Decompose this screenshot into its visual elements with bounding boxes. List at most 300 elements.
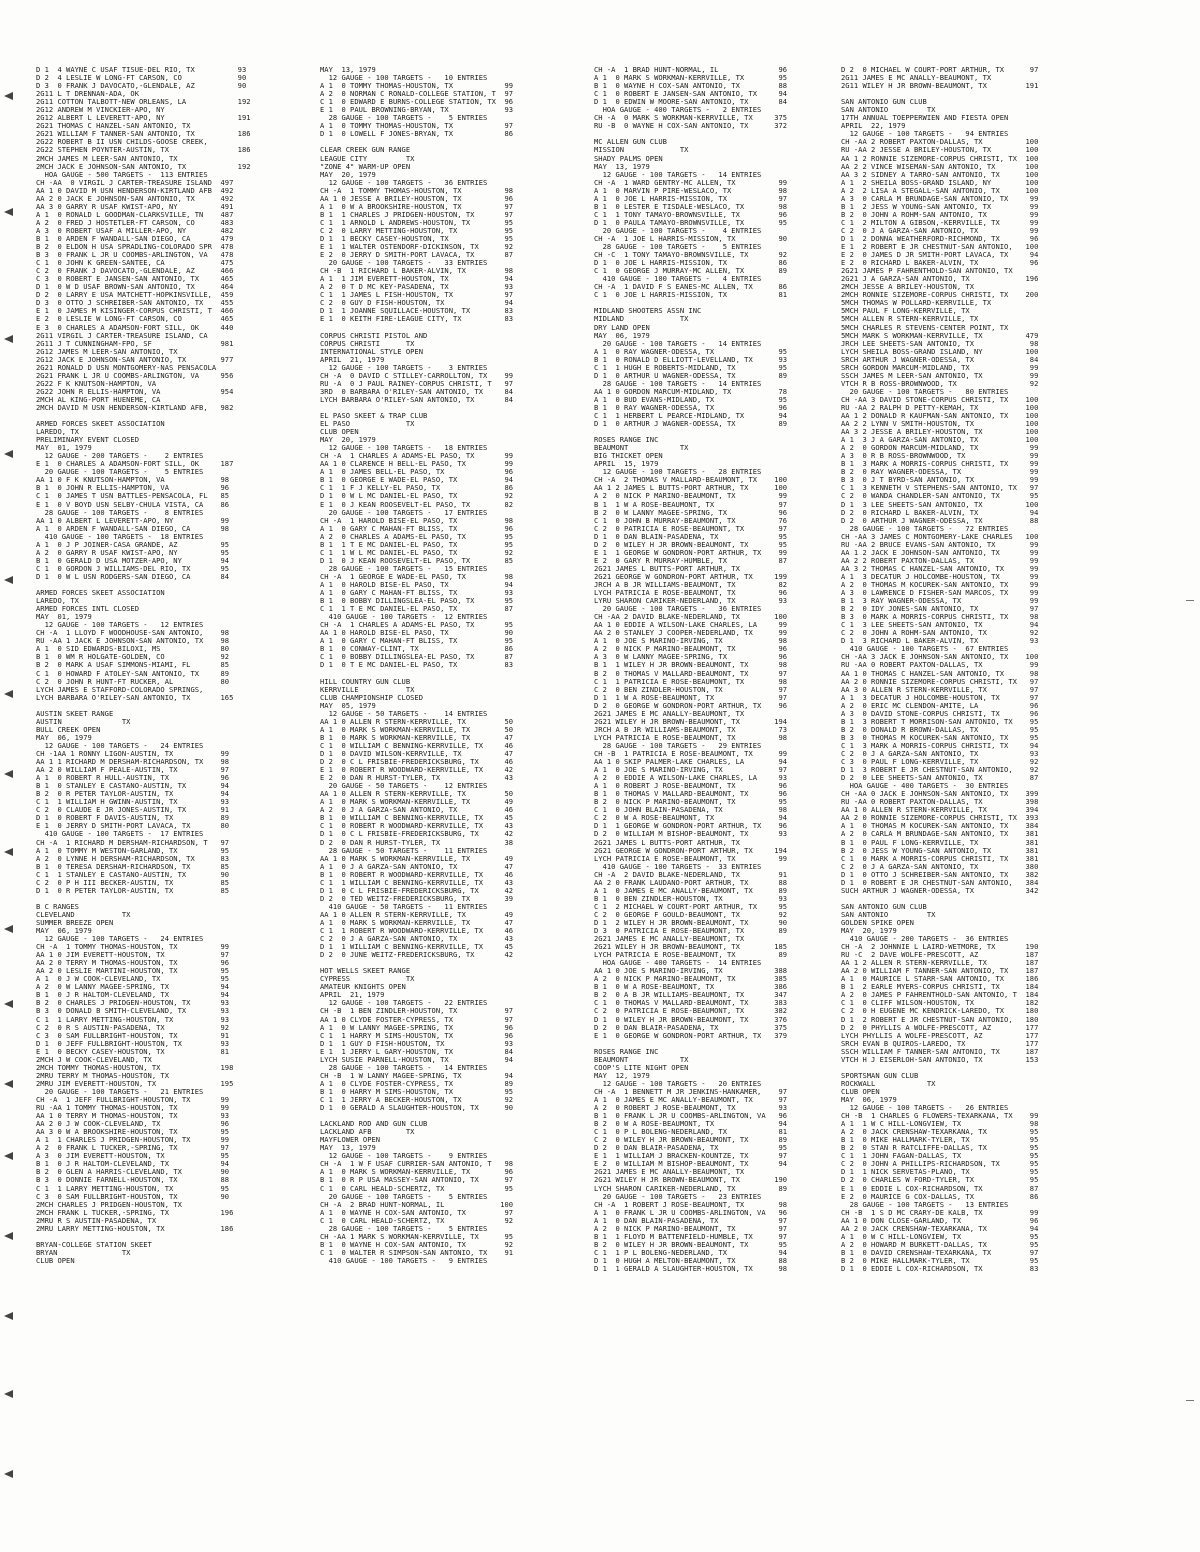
result-line: AA 2 0 JACK CRENSHAW-TEXARKANA, TX 94 (841, 1223, 1039, 1233)
result-line: 28 GAUGE - 100 TARGETS - 13 ENTRIES (841, 1199, 1009, 1209)
result-line: GOLDEN SPIKE OPEN (841, 917, 914, 927)
result-line: 20 GAUGE - 100 TARGETS - 17 ENTRIES (320, 507, 488, 517)
result-line: 28 GAUGE - 100 TARGETS - 5 ENTRIES (594, 242, 762, 252)
result-line: CH -C 1 TONY TAMAYO-BROWNSVILLE, TX 92 (594, 250, 788, 260)
result-line: 410 GAUGE - 100 TARGETS - 12 ENTRIES (320, 612, 488, 622)
result-line: LYCH PATRICIA E ROSE-BEAUMONT, TX 89 (594, 950, 788, 960)
result-line: 2MRU LARRY METTING-HOUSTON, TX 186 (36, 1223, 234, 1233)
result-line: D 1 0 ROBERT F DAVIS-AUSTIN, TX 89 (36, 813, 230, 823)
result-line: D 1 0 EDWIN W MOORE-SAN ANTONIO, TX 84 (594, 97, 788, 107)
result-line: C 1 1 PATRICIA E ROSE-BEAUMONT, TX 98 (594, 676, 788, 686)
result-line: SRCH GORDON MARCUM-MIDLAND, TX 99 (841, 362, 1039, 372)
result-line: D 2 0 TED WEITZ-FREDERICKSBURG, TX 39 (320, 893, 514, 903)
result-line: CLUB OPEN (841, 1086, 880, 1096)
result-line: AA 2 0 RONNIE SIZEMORE-CORPUS CHRISTI, TX 393 (841, 813, 1039, 823)
result-line: CH -A 1 TOMMY THOMAS-HOUSTON, TX 98 (320, 185, 514, 195)
scan-mark (1186, 600, 1194, 601)
result-line: D 2 0 LEE SHEETS-SAN ANTONIO, TX 87 (841, 773, 1039, 783)
result-line: A 1 1 W C HILL-LONGVIEW, TX 98 (841, 1119, 1039, 1129)
result-line: 2G21 THOMAS C HANZEL-SAN ANTONIO, TX (36, 121, 191, 131)
result-line: DRY LAND OPEN (594, 322, 650, 332)
result-line: C 1 1 TONY TAMAYO-BROWNSVILLE, TX 96 (594, 209, 788, 219)
result-line: D 1 0 W L USN RODGERS-SAN DIEGO, CA 84 (36, 571, 230, 581)
result-line: MAY 06, 1979 (841, 1095, 897, 1104)
result-line: C 1 1 HARRY M SIMS-HOUSTON, TX 96 (320, 1030, 514, 1040)
result-line: 2G21 WILEY H JR BROWN-BEAUMONT, TX 190 (594, 1175, 788, 1185)
result-line: B 1 0 WILLIAM C BENNING-KERRVILLE, TX 45 (320, 813, 514, 823)
result-line: B 1 0 GEORGE E WADE-EL PASO, TX 94 (320, 475, 514, 485)
result-line: APRIL 21, 1979 (320, 354, 385, 364)
result-line: A 2 0 NORMAN C RONALD-COLLEGE STATION, T 97 (320, 89, 514, 99)
result-line: AA 1 0 ALLEN R STERN-KERRVILLE, TX 50 (320, 716, 514, 726)
result-line: LYCH PATRICIA E ROSE-BEAUMONT, TX 99 (594, 853, 788, 863)
result-line: 2G22 ROBERT B II USN CHILDS-GOOSE CREEK, (36, 137, 208, 147)
result-line: A 2 0 W LANNY MAGEE-SPRING, TX 94 (36, 982, 230, 992)
result-line: A 1 0 MARK S WORKMAN-KERRVILLE, TX 49 (320, 797, 514, 807)
result-line: 5MCH THOMAS W POLLARD-KERRVILLE, TX (841, 298, 992, 308)
result-line: 20 GAUGE - 100 TARGETS - 5 ENTRIES (320, 1191, 488, 1201)
result-line: 12 GAUGE - 100 TARGETS - 3 ENTRIES (320, 362, 488, 372)
result-line: B 1 0 GERALD D USA MOTZER-APO, NY 94 (36, 555, 230, 565)
result-line: A 1 0 TOMMY THOMAS-HOUSTON, TX 99 (320, 81, 514, 91)
results-column-1 (36, 66, 303, 1265)
result-line: B 2 0 W LANNY MAGEE-SPRING, TX 96 (594, 507, 788, 517)
result-line: D 1 0 HUGH A MELTON-BEAUMONT, TX 88 (594, 1255, 788, 1265)
result-line: D 1 3 LEE SHEETS-SAN ANTONIO, TX 100 (841, 499, 1039, 509)
result-line: B 1 1 WILEY H JR BROWN-BEAUMONT, TX 98 (594, 660, 788, 670)
result-line: HOA GAUGE - 500 TARGETS - 113 ENTRIES (36, 169, 208, 179)
result-line: D 1 0 DAN BLAIN-PASADENA, TX 95 (594, 531, 788, 541)
result-line: C 1 0 EDWARD E BURNS-COLLEGE STATION, TX 96 (320, 97, 514, 107)
result-line: RU -B 0 WAYNE H COX-SAN ANTONIO, TX 372 (594, 121, 788, 131)
result-line: D 1 0 GERALD A SLAUGHTER-HOUSTON, TX 90 (320, 1103, 514, 1113)
result-line: E 1 0 PAUL BROWNING-BRYAN, TX 93 (320, 105, 514, 115)
result-line: B 1 0 WAYNE H COX-SAN ANTONIO, TX 92 (320, 1239, 514, 1249)
result-line: B 2 0 RAY WAGNER-ODESSA, TX 99 (841, 467, 1039, 477)
result-line: E 1 1 WILLIAM J BRACKEN-KOUNTZE, TX 97 (594, 1151, 788, 1161)
result-line: E 2 0 RICHARD L BAKER-ALVIN, TX 96 (841, 258, 1039, 268)
result-line: D 2 0 RICHARD L BAKER-ALVIN, TX 94 (841, 507, 1039, 517)
result-line: MISSION TX (594, 145, 689, 155)
result-line: 2MCH TOMMY THOMAS-HOUSTON, TX 198 (36, 1062, 234, 1072)
result-line: 2MCH J W COOK-CLEVELAND, TX (36, 1054, 152, 1064)
results-column-2 (320, 66, 588, 1265)
result-line: 20 GAUGE - 100 TARGETS - 4 ENTRIES (594, 225, 762, 235)
result-line: BEAUMONT TX (594, 443, 689, 453)
result-line: A 1 0 GARY C MAHAN-FT BLISS, TX 95 (320, 636, 514, 646)
result-line: C 1 0 JOHN B MURRAY-BEAUMONT, TX 76 (594, 515, 788, 525)
result-line: CH -A 0 MARK S WORKMAN-KERRVILLE, TX 375 (594, 113, 788, 123)
result-line: AA 1 0 F K KNUTSON-HAMPTON, VA 98 (36, 475, 230, 485)
result-line: CH -A 1 GEORGE E WADE-EL PASO, TX 98 (320, 571, 514, 581)
result-line: CH -B 1 W LANNY MAGEE-SPRING, TX 94 (320, 1070, 514, 1080)
result-line: CYPRESS TX (320, 974, 415, 984)
result-line: E 2 0 DAN R HURST-TYLER, TX 43 (320, 773, 514, 783)
result-line: A 2 0 J A GARZA-SAN ANTONIO, TX 46 (320, 805, 514, 815)
result-line: 2G11 J T CUNNINGHAM-FPO, SF 981 (36, 338, 234, 348)
result-line: E 3 0 CHARLES A ADAMSON-FORT SILL, OK 440 (36, 322, 234, 332)
result-line: B 1 3 ROBERT T MORRISON-SAN ANTONIO, TX 95 (841, 716, 1039, 726)
result-line: A 1 0 ARDEN F WANDALL-SAN DIEGO, CA 98 (36, 523, 230, 533)
result-line: A 1 0 ROBERT R HULL-AUSTIN, TX 96 (36, 773, 230, 783)
result-line: A 1 0 W A BROOKSHIRE-HOUSTON, TX 97 (320, 201, 514, 211)
result-line: B 3 0 DONALD B SMITH-CLEVELAND, TX 93 (36, 1006, 230, 1016)
result-line: A 1 0 TOMMY THOMAS-HOUSTON, TX 97 (320, 121, 514, 131)
result-line: A 3 0 W LANNY MAGEE-SPRING, TX 96 (594, 652, 788, 662)
result-line: 2G21 WILEY H JR BROWN-BEAUMONT, TX 194 (594, 716, 788, 726)
result-line: A 3 0 JIM EVERETT-HOUSTON, TX 95 (36, 1151, 230, 1161)
result-line: E 1 0 ROBERT R WOODWARD-KERRVILLE, TX 42 (320, 765, 514, 775)
result-line: KERRVILLE TX (320, 684, 415, 694)
result-line: D 1 0 LOWELL F JONES-BRYAN, TX 86 (320, 129, 514, 139)
result-line: CH -A 1 JOE L HARRIS-MISSION, TX 90 (594, 233, 788, 243)
result-line: JRCH A B JR WILLIAMS-BEAUMONT, TX 82 (594, 580, 788, 589)
scan-mark (4, 1470, 13, 1478)
result-line: B 2 0 MARK A USAF SIMMONS-MIAMI, FL 85 (36, 660, 230, 670)
result-line: C 1 0 HOWARD F ATOLEY-SAN ANTONIO, TX 89 (36, 668, 230, 678)
result-line: A 2 0 NICK P MARINO-BEAUMONT, TX 99 (594, 491, 788, 501)
result-line: A 1 0 JOE S MARINO-IRVING, TX 97 (594, 765, 788, 775)
result-line: B 2 0 CHARLES J PRIDGEN-HOUSTON, TX 93 (36, 998, 230, 1008)
result-line: D 1 0 ROBERT E JR CHESTNUT-SAN ANTONIO, 384 (841, 877, 1039, 887)
result-line: A 1 0 RAY WAGNER-ODESSA, TX 95 (594, 346, 788, 356)
result-line: A 2 0 ERIC MC CLENDON-AMITE, LA 96 (841, 700, 1039, 710)
result-line: CLEAR CREEK GUN RANGE (320, 145, 411, 155)
result-line: RU -AA 2 RALPH D PETTY-KEMAH, TX 100 (841, 402, 1039, 412)
result-line: C 2 0 J A GARZA-SAN ANTONIO, TX 43 (320, 934, 514, 944)
result-line: AA 2 0 STANLEY J COOPER-NEDERLAND, TX 99 (594, 628, 788, 638)
result-line: 28 GAUGE - 100 TARGETS - 72 ENTRIES (841, 523, 1009, 533)
result-line: ARMED FORCES SKEET ASSOCIATION (36, 419, 165, 429)
result-line: B 2 0 ELDON H USA SPRADLING-COLORADO SPR 478 (36, 242, 234, 252)
result-line: 2G21 J A GARZA-SAN ANTONIO, TX 196 (841, 274, 1039, 284)
result-line: 410 GAUGE - 100 TARGETS - 33 ENTRIES (594, 861, 762, 871)
result-line: RU -AA 1 JACK E JOHNSON-SAN ANTONIO, TX 98 (36, 636, 230, 646)
result-line: BRYAN TX (36, 1247, 131, 1257)
result-line: A 2 0 NICK P MARINO-BEAUMONT, TX 97 (594, 1223, 788, 1233)
result-line: A 3 0 LAWRENCE D FISHER-SAN MARCOS, TX 99 (841, 588, 1039, 598)
result-line: CH -B 1 BEN ZINDLER-HOUSTON, TX 97 (320, 1006, 514, 1016)
result-line: AA 2 0 TERRY M THOMAS-HOUSTON, TX 96 (36, 958, 230, 968)
result-line: 17TH ANNUAL TOEPPERWIEN AND FIESTA OPEN (841, 113, 1009, 123)
result-line: LYCH SUSIE PARNELL-HOUSTON, TX 94 (320, 1054, 514, 1064)
result-line: AA 3 0 GARRY R USAF KWIST-APO, NY 491 (36, 201, 234, 211)
result-line: CLEVELAND TX (36, 909, 131, 919)
result-line: D 3 0 FRANK J DAVOCATO,-GLENDALE, AZ 90 (36, 81, 247, 91)
result-line: 12 GAUGE - 100 TARGETS - 24 ENTRIES (36, 934, 204, 944)
result-line: B 1 0 MIKE HALLMARK-TYLER, TX 95 (841, 1135, 1039, 1145)
result-line: D 1 0 OTTO J SCHREIBER-SAN ANTONIO, TX 382 (841, 869, 1039, 879)
result-line: MAY 01, 1979 (36, 612, 92, 622)
result-line: C 2 0 PATRICIA E ROSE-BEAUMONT, TX 382 (594, 1006, 788, 1016)
result-line: D 1 1 GEORGE W GONDRON-PORT ARTHUR, TX 96 (594, 821, 788, 831)
result-line: B 1 0 BEN ZINDLER-HOUSTON, TX 93 (594, 893, 788, 903)
result-line: CORPUS CHRISTI TX (320, 338, 415, 348)
result-line: A 1 0 FRANK L JR U COOMBS-ARLINGTON, VA 96 (594, 1207, 788, 1217)
result-line: A 1 0 RONALD L GOODMAN-CLARKSVILLE, TN 487 (36, 209, 234, 219)
result-line: B 1 2 EARLE MYERS-CORPUS CHRISTI, TX 184 (841, 982, 1039, 992)
result-line: MAY 06, 1979 (36, 732, 92, 742)
result-line: B 1 0 ARDEN F WANDALL-SAN DIEGO, CA 479 (36, 233, 234, 243)
scan-mark (4, 576, 13, 584)
result-line: 2G21 WILLIAM F TANNER-SAN ANTONIO, TX 186 (36, 129, 251, 139)
result-line: 5MCH ALLEN R STERN-KERRVILLE, TX (841, 314, 979, 324)
result-line: A 1 0 SID EDWARDS-BILOXI, MS 80 (36, 644, 230, 654)
result-line: C 1 1 LARRY METTING-HOUSTON, TX 95 (36, 1183, 230, 1193)
result-line: B 1 0 TERESA DERSHAM-RICHARDSON, TX 85 (36, 861, 230, 871)
result-line: SHADY PALMS OPEN (594, 153, 663, 163)
result-line: CH -B 1 RICHARD L BAKER-ALVIN, TX 98 (320, 266, 514, 276)
result-line: 2G21 FRANK L JR U COOMBS-ARLINGTON, VA 956 (36, 370, 234, 380)
result-line: D 1 3 ROBERT E JR CHESTNUT-SAN ANTONIO, 92 (841, 765, 1039, 775)
result-line: E 1 0 V BOYD USN SELBY-CHULA VISTA, CA 86 (36, 499, 230, 509)
result-line: AA 1 0 JOE S MARINO-IRVING, TX 388 (594, 966, 788, 976)
result-line: C 1 1 HUGH E ROBERTS-MIDLAND, TX 95 (594, 362, 788, 372)
result-line: LYCH BARBARA O'RILEY-SAN ANTONIO, TX 165 (36, 692, 234, 702)
result-line: A 1 0 W LANNY MAGEE-SPRING, TX 96 (320, 1022, 514, 1032)
result-line: C 1 1 JERRY A BECKER-HOUSTON, TX 92 (320, 1095, 514, 1104)
result-line: A 1 0 MAURICE L STARR-SAN ANTONIO, TX 186 (841, 974, 1039, 984)
result-line: JRCH A B JR WILLIAMS-BEAUMONT, TX 73 (594, 724, 788, 734)
result-line: A 2 0 NICK P MARINO-BEAUMONT, TX 385 (594, 974, 788, 984)
result-line: B 1 0 LESTER E TISDALE-WESLACO, TX 98 (594, 201, 788, 211)
result-line: COOP'S LITE NIGHT OPEN (594, 1062, 689, 1072)
result-line: C 1 0 JOHN BLAIN-PASADENA, TX 98 (594, 805, 788, 815)
result-line: CLUB CHAMPIONSHIP CLOSED (320, 692, 423, 702)
result-line: B 1 0 MARK S WORKMAN-KERRVILLE, TX 47 (320, 732, 514, 742)
result-line: 2G21 GEORGE W GONDRON-PORT ARTHUR, TX 199 (594, 571, 788, 581)
result-line: ARMED FORCES INTL CLOSED (36, 604, 139, 614)
result-line: A 1 0 JOE S MARINO-IRVING, TX 98 (594, 636, 788, 646)
result-line: 12 GAUGE - 100 TARGETS - 9 ENTRIES (320, 1151, 488, 1161)
result-line: C 2 0 J A GARZA-SAN ANTONIO, TX 93 (841, 748, 1039, 758)
result-line: AA 1 2 RONNIE SIZEMORE-CORPUS CHRISTI, TX 100 (841, 153, 1039, 163)
result-line: AA 1 0 EDDIE A WILSON-LAKE CHARLES, LA 99 (594, 620, 788, 630)
result-line: MAY 13, 1979 (320, 66, 376, 74)
results-column-4 (841, 66, 1131, 1273)
result-line: A 1 0 CLYDE FOSTER-CYPRESS, TX 89 (320, 1078, 514, 1088)
result-line: 28 GAUGE - 100 TARGETS - 5 ENTRIES (320, 113, 488, 123)
result-line: 12 GAUGE - 100 TARGETS - 10 ENTRIES (320, 73, 488, 83)
result-line: B 1 0 DAVID CRENSHAW-TEXARKANA, TX 97 (841, 1247, 1039, 1257)
result-line: AA 2 0 WILLIAM F TANNER-SAN ANTONIO, TX 187 (841, 966, 1039, 976)
result-line: C 1 0 ROBERT E JANSEN-SAN ANTONIO, TX 94 (594, 89, 788, 99)
result-line: LAREDO, TX (36, 596, 79, 606)
result-line: AUSTIN SKEET RANGE (36, 708, 114, 718)
result-line: A 1 0 MARK S WORKMAN-KERRVILLE, TX 50 (320, 724, 514, 734)
result-line: CH -A 2 DAVID BLAKE-NEDERLAND, TX 91 (594, 869, 788, 879)
result-line: HOA GAUGE - 400 TARGETS - 2 ENTRIES (594, 105, 762, 115)
result-line: B 1 3 RAY WAGNER-ODESSA, TX 99 (841, 596, 1039, 606)
result-line: C 1 2 MICHAEL W COURT-PORT ARTHUR, TX 95 (594, 901, 788, 911)
result-line: C 1 0 CARL HEALD-SCHERTZ, TX 95 (320, 1183, 514, 1193)
scan-mark (4, 690, 13, 698)
result-line: 12 GAUGE - 100 TARGETS - 14 ENTRIES (594, 169, 762, 179)
result-line: SPORTSMAN GUN CLUB (841, 1070, 919, 1080)
result-line: 5MCH PAUL F LONG-KERRVILLE, TX (841, 306, 970, 316)
result-line: 2MCH CHARLES J PRIDGEN-HOUSTON, TX (36, 1199, 182, 1209)
result-line: 2MCH JAMES M LEER-SAN ANTONIO, TX (36, 153, 178, 163)
result-line: AA 1 0 DAVID M USN HENDERSON-KIRTLAND AFB 492 (36, 185, 234, 195)
result-line: 410 GAUGE - 100 TARGETS - 9 ENTRIES (320, 1255, 488, 1265)
result-line: AA 1 2 ALLEN R STERN-KERRVILLE, TX 187 (841, 958, 1039, 968)
result-line: D 1 1 W A ROSE-BEAUMONT, TX 97 (594, 692, 788, 702)
result-line: A 1 0 J A GARZA-SAN ANTONIO, TX 47 (320, 861, 514, 871)
result-line: 20 GAUGE - 100 TARGETS - 23 ENTRIES (594, 1191, 762, 1201)
result-line: CH -A 2 THOMAS V MALLARD-BEAUMONT, TX 100 (594, 475, 788, 485)
result-line: B 1 0 FRANK L JR U COOMBS-ARLINGTON, VA 96 (594, 1111, 788, 1121)
result-line: CH -A 1 CHARLES A ADAMS-EL PASO, TX 95 (320, 620, 514, 630)
result-line: 2MRU JIM EVERETT-HOUSTON, TX 195 (36, 1078, 234, 1088)
result-line: 2G22 F K KNUTSON-HAMPTON, VA (36, 378, 157, 388)
result-line: 2G21 JAMES L BUTTS-PORT ARTHUR, TX (594, 563, 740, 573)
result-line: B 1 2 JESS W YOUNG-SAN ANTONIO, TX 99 (841, 201, 1039, 211)
result-line: C 1 3 LEE SHEETS-SAN ANTONIO, TX 94 (841, 620, 1039, 630)
result-line: LYCH JAMES E STAFFORD-COLORADO SPRINGS, (36, 684, 204, 694)
result-line: CH -A 1 BRAD HUNT-NORMAL, IL 96 (594, 66, 788, 74)
result-line: CH -A 2 JOHNNIE L LAIRD-WETMORE, TX 190 (841, 942, 1039, 952)
result-line: A 1 0 DAN BLAIN-PASADENA, TX 97 (594, 1215, 788, 1225)
result-line: B 3 0 J T BYRD-SAN ANTONIO, TX 99 (841, 475, 1039, 485)
result-line: D 1 1 WILLIAM C BENNING-KERRVILLE, TX 45 (320, 942, 514, 952)
result-line: B 1 0 WM R HOLGATE-GOLDEN, CO 92 (36, 652, 230, 662)
result-line: AA 3 0 W A BROOKSHIRE-HOUSTON, TX 95 (36, 1127, 230, 1137)
result-line: RU -AA 2 JESSE A BRILEY-HOUSTON, TX 100 (841, 145, 1039, 155)
result-line: 2G11 COTTON TALBOTT-NEW ORLEANS, LA 192 (36, 97, 251, 107)
result-line: D 2 0 PHYLLIS A WOLFE-PRESCOTT, AZ 177 (841, 1022, 1039, 1032)
result-line: 410 GAUGE - 100 TARGETS - 17 ENTRIES (36, 829, 204, 839)
result-line: 12 GAUGE - 100 TARGETS - 24 ENTRIES (36, 740, 204, 750)
result-line: A 1 3 DECATUR J HOLCOMBE-HOUSTON, TX 97 (841, 692, 1039, 702)
result-line: D 1 0 JEFF FULLBRIGHT-HOUSTON, TX 93 (36, 1038, 230, 1048)
result-line: C 1 0 P L BOLENG-NEDERLAND, TX 81 (594, 1127, 788, 1137)
result-line: CLUB OPEN (36, 1255, 75, 1265)
result-line: A 3 0 CARLA M BRUNDAGE-SAN ANTONIO, TX 99 (841, 193, 1039, 203)
result-line: D 1 0 ARTHUR U WAGNER-ODESSA, TX 89 (594, 370, 788, 380)
result-line: 12 GAUGE - 200 TARGETS - 2 ENTRIES (36, 451, 204, 461)
result-line: CH -AA 2 DAVID BLAKE-NEDERLAND, TX 100 (594, 612, 788, 622)
result-line: C 2 0 JOHN A PHILLIPS-RICHARDSON, TX 95 (841, 1159, 1039, 1169)
result-line: B 2 0 STAN R RATCLIFFE-DALLAS, TX 95 (841, 1143, 1039, 1153)
result-line: C 2 0 JOHN R HUNT-FT RUCKER, AL 80 (36, 676, 230, 686)
result-line: D 1 0 J KEAN ROOSEVELT-EL PASO, TX 85 (320, 555, 514, 565)
result-line: C 1 0 JAMES T USN BATTLES-PENSACOLA, FL 85 (36, 491, 230, 501)
result-line: CH -A 1 CHARLES A ADAMS-EL PASO, TX 99 (320, 451, 514, 461)
result-line: A 2 0 T D MC KEY-PASADENA, TX 93 (320, 282, 514, 292)
result-line: AA 1 0 JIM EVERETT-HOUSTON, TX 97 (36, 950, 230, 960)
result-line: D 1 0 R PETER TAYLOR-AUSTIN, TX 85 (36, 885, 230, 895)
result-line: E 1 1 GEORGE W GONDRON-PORT ARTHUR, TX 99 (594, 547, 788, 557)
scan-mark (4, 92, 13, 100)
result-line: B 2 0 IDY JONES-SAN ANTONIO, TX 97 (841, 604, 1039, 614)
result-line: LYCH BARBARA O'RILEY-SAN ANTONIO, TX 84 (320, 394, 514, 404)
result-line: C 1 3 MARK A MORRIS-CORPUS CHRISTI, TX 94 (841, 740, 1039, 750)
result-line: SAN ANTONIO TX (841, 105, 936, 115)
result-line: D 1 0 T E MC DANIEL-EL PASO, TX 83 (320, 660, 514, 670)
scan-mark (4, 1000, 13, 1008)
result-line: 28 GAUGE - 50 TARGETS - 11 ENTRIES (320, 845, 488, 855)
result-line: 20 GAUGE - 100 TARGETS - 80 ENTRIES (841, 386, 1009, 396)
result-line: CH -A 0 DAVID C STILLEY-CARROLLTON, TX 99 (320, 370, 514, 380)
result-line: A 1 0 JAMES E MC ANALLY-BEAUMONT, TX 97 (594, 1095, 788, 1104)
result-line: AA 2 0 JACK E JOHNSON-SAN ANTONIO, TX 492 (36, 193, 234, 203)
result-line: A 2 0 JACK CRENSHAW-TEXARKANA, TX 95 (841, 1127, 1039, 1137)
result-line: D 2 0 GEORGE W GONDRON-PORT ARTHUR, TX 96 (594, 700, 788, 710)
result-line: 20 GAUGE - 100 TARGETS - 5 ENTRIES (36, 467, 204, 477)
result-line: C 2 0 LARRY METTING-HOUSTON, TX 95 (320, 225, 514, 235)
result-line: B 1 0 ROBERT R WOODWARD-KERRVILLE, TX 46 (320, 869, 514, 879)
result-line: C 2 0 GUY D FISH-HOUSTON, TX 94 (320, 298, 514, 308)
result-line: LYCH SHARON CARIKER-NEDERLAND, TX 89 (594, 1183, 788, 1193)
result-line: A 1 0 TOMMY M WESTON-GARLAND, TX 95 (36, 845, 230, 855)
result-line: 2MCH AL KING-PORT HUENEME, CA (36, 394, 161, 404)
result-line: C 3 0 PAUL F LONG-KERRVILLE, TX 92 (841, 757, 1039, 767)
result-line: D 2 0 DAN BLAIR-PASADENA, TX 375 (594, 1022, 788, 1032)
result-line: C 1 0 ROBERT R WOODWARD-KERRVILLE, TX 43 (320, 821, 514, 831)
result-line: CH -AA 3 DAVID STONE-CORPUS CHRISTI, TX 100 (841, 394, 1039, 404)
result-line: RU -AA 0 ROBERT PAXTON-DALLAS, TX 99 (841, 660, 1039, 670)
result-line: LYCH PATRICIA E ROSE-BEAUMONT, TX 98 (594, 732, 788, 742)
result-line: D 1 0 ARTHUR J WAGNER-ODESSA, TX 89 (594, 419, 788, 429)
result-line: C 2 0 JOHN A ROHM-SAN ANTONIO, TX 92 (841, 628, 1039, 638)
result-line: E 1 2 ROBERT E JR CHESTNUT-SAN ANTONIO, 100 (841, 242, 1039, 252)
result-line: CH -A 1 LLOYD F WOODHOUSE-SAN ANTONIO, 98 (36, 628, 230, 638)
result-line: MIDLAND SHOOTERS ASSN INC (594, 306, 702, 316)
result-line: D 1 0 W D USAF BROWN-SAN ANTONIO, TX 464 (36, 282, 234, 292)
result-line: 28 GAUGE - 100 TARGETS - 14 ENTRIES (320, 1062, 488, 1072)
result-line: BEAUMONT TX (594, 1054, 689, 1064)
result-line: C 1 1 F J KELLY-EL PASO, TX 86 (320, 483, 514, 493)
result-line: D 1 0 DAVID WILSON-KERRVILLE, TX 47 (320, 748, 514, 758)
result-line: A 1 0 JAMES BELL-EL PASO, TX 96 (320, 467, 514, 477)
result-line: C 2 0 CLAUDE E JR JONES-AUSTIN, TX 91 (36, 805, 230, 815)
result-line: SAN ANTONIO TX (841, 909, 936, 919)
result-line: B 2 0 DONALD R BROWN-DALLAS, TX 95 (841, 724, 1039, 734)
result-line: 2G12 ALBERT L LEVERETT-APO, NY 191 (36, 113, 251, 123)
result-line: AA 2 2 VINCE WISEMAN-SAN ANTONIO, TX 100 (841, 161, 1039, 171)
result-line: 3RD 0 BARBARA O'RILEY-SAN ANTONIO, TX 84 (320, 386, 514, 396)
result-line: RU -A 0 J PAUL RAINEY-CORPUS CHRISTI, T 97 (320, 378, 514, 388)
result-line: SSCH JAMES M LEER-SAN ANTONIO, TX 99 (841, 370, 1039, 380)
result-line: MAY 20, 1979 (320, 435, 376, 445)
result-line: CH -B 1 PATRICIA E ROSE-BEAUMONT, TX 99 (594, 748, 788, 758)
result-line: AA 3 2 SIDNEY A TARRO-SAN ANTONIO, TX 100 (841, 169, 1039, 179)
result-line: A 1 0 THOMAS M KOCUREK-SAN ANTONIO, TX 384 (841, 821, 1039, 831)
result-line: D 1 0 JOE L HARRIS-MISSION, TX 86 (594, 258, 788, 268)
result-line: C 1 1 LARRY METTING-HOUSTON, TX 93 (36, 1014, 230, 1024)
result-line: 12 GAUGE - 50 TARGETS - 14 ENTRIES (320, 708, 488, 718)
scan-mark (4, 208, 13, 216)
result-line: E 2 0 LESLIE W LONG-FT CARSON, CO 465 (36, 314, 234, 324)
result-line: B 3 0 DONNIE FARNELL-HOUSTON, TX 88 (36, 1175, 230, 1185)
result-line: A 1 0 JAMES E MC ANALLY-BEAUMONT, TX 89 (594, 885, 788, 895)
result-line: CH -A 1 JEFF FULLBRIGHT-HOUSTON, TX 99 (36, 1095, 230, 1104)
result-line: B 2 0 A B JR WILLIAMS-BEAUMONT, TX 347 (594, 990, 788, 1000)
scan-mark (4, 335, 13, 343)
result-line: B 1 0 PAUL F LONG-KERRVILLE, TX 381 (841, 837, 1039, 847)
result-line: A 1 0 MARK S WORKMAN-KERRVILLE, TX 95 (594, 73, 788, 83)
result-line: 2G12 JACK E JOHNSON-SAN ANTONIO, TX 977 (36, 354, 234, 364)
result-line: MAY 06, 1979 (594, 330, 650, 340)
result-line: 20 GAUGE - 100 TARGETS - 21 ENTRIES (36, 1086, 204, 1096)
result-line: ROSES RANGE INC (594, 1046, 659, 1056)
result-line: CH -A 1 DAVID F S EANES-MC ALLEN, TX 86 (594, 282, 788, 292)
result-line: A 1 0 J P JOINER-CASA GRANDE, AZ 95 (36, 539, 230, 549)
result-line: BULL CREEK OPEN (36, 724, 101, 734)
result-line: ARMED FORCES SKEET ASSOCIATION (36, 588, 165, 598)
result-line: 12 GAUGE - 100 TARGETS - 28 ENTRIES (594, 467, 762, 477)
result-line: APRIL 21, 1979 (320, 990, 385, 1000)
